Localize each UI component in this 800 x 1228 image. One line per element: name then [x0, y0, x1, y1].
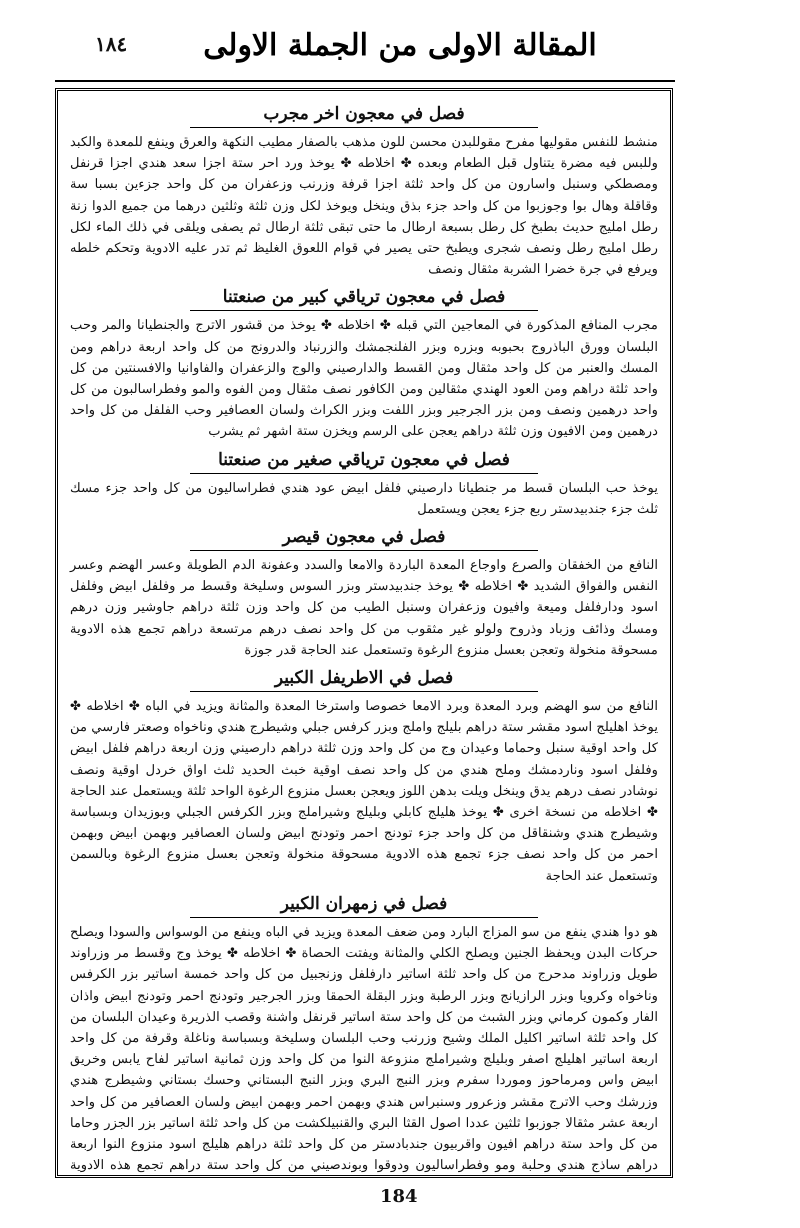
section-title: فصل في معجون اخر مجرب: [190, 101, 538, 128]
text-frame: [55, 88, 673, 1178]
section-title: فصل في الاطريفل الكبير: [190, 665, 538, 692]
section-tiryaqi-saghir: [70, 447, 658, 520]
header-rule: [55, 80, 675, 82]
section-qaysar: [70, 524, 658, 661]
section-title: فصل في معجون قيصر: [190, 524, 538, 551]
section-tiryaqi-kabir: [70, 284, 658, 442]
section-text: النافع من الخفقان والصرع واوجاع المعدة الباردة والامعا والسدد وعفونة الدم الطويلة وعسر الهضم وعسر النفس والفواق الشديد ✤ اخلاطه ✤ يوخذ جندبيدستر وبزر السوس وسليخة وقسط مر وفلفل ابيض وفلفل اسود ودارفلفل وميعة وافيون وزعفران وسنبل الطيب من كل واحد وزن ثلثة دراهم جاوشير وزن درهم ومسك وذائف وزباد وذروح ولولو غير مثقوب من كل واحد نصف درهم مرتسعة دراهم تجمع هذه الادوية مسحوقة منخولة وتعجن بعسل منزوع الرغوة وتستعمل عند الحاجة قدر جوزة: [70, 558, 658, 658]
section-title: فصل في معجون ترياقي صغير من صنعتنا: [190, 447, 538, 474]
section-text: النافع من سو الهضم وبرد المعدة وبرد الامعا خصوصا واسترخا المعدة والمثانة ويزيد في الباه ✤ اخلاطه ✤ يوخذ اهليلج اسود مقشر ستة دراهم بليلج واملج وبزر كرفس جبلي وشيطرج هندي وناخواه وصعتر فارسي من كل واحد اوقية سنبل وحماما وعيدان وج من كل واحد وزن ثلثة دراهم دارصيني وزن اربعة دراهم فلفل ابيض وفلفل اسود وناردمشك وملح هندي من كل واحد نصف اوقية خبث الحديد ثلث اواق خردل اوقية ونصف نوشادر نصف درهم يدق وينخل ويلت بدهن اللوز ويعجن بعسل منزوع الرغوة الواحد ثلثة ويستعمل عند الحاجة ✤ اخلاطه من نسخة اخرى ✤ يوخذ هليلج كابلي وبليلج وشيراملج وبزر الكرفس الجبلي وبوزيدان وبسباسة وشيطرج هندي وشنقاقل من كل واحد جزء تودنج احمر وتودنج ابيض ولسان العصافير وبهمن ابيض وبهمن احمر من كل واحد نصف جزء تجمع هذه الادوية مسحوقة منخولة وتعجن بعسل منزوع الرغوة وبالسمن وتستعمل عند الحاجة: [70, 699, 658, 884]
section-text: مجرب المنافع المذكورة في المعاجين التي قبله ✤ اخلاطه ✤ يوخذ من قشور الاترج والجنطيانا والمر وحب البلسان وورق الباذروج بحبوبه وبزره وبزر الفلنجمشك والزرنباد والدرونج من كل واحد اربعة دراهم ومن المسك والعنبر من كل واحد مثقال ومن القسط والدارصيني والوج والزعفران والفاوانيا والافسنتين من كل واحد ثلثة دراهم ومن العود الهندي مثقالين ومن الكافور نصف مثقال ومن الفوه والمو وفطراسالبون من كل واحد درهمين ونصف ومن بزر الجرجير وبزر اللفت وبزر الكراث ولسان العصافير وحب الفلفل من كل واحد درهمين ومن الافيون وزن ثلثة دراهم يعجن على الرسم ويخزن ستة اشهر ثم يشرب: [70, 318, 658, 440]
running-title: المقالة الاولى من الجملة الاولى: [203, 28, 597, 63]
section-text: منشط للنفس مقوليها مفرح مقوللبدن محسن للون مذهب بالصفار مطيب النكهة والعرق وينفع للمعدة والكبد وللبس فيه مضرة يتناول قبل الطعام وبعده ✤ اخلاطه ✤ يوخذ ورد احر ستة اجزا سعد هندي اجزا قرنفل ومصطكي وسنبل واسارون من كل واحد ثلثة اجزا قرفة وزرنب وزعفران من كل واحد جزءين بسبا سة وقاقلة وهال بوا وجوزبوا من كل واحد جزء بذق وينخل ويوخذ لكل وزن ثلثة وثلثين درهما من جميع الدوا زنة رطل امليج حديث بطبخ كل رطل بسبعة ارطال ما حتى تبقى ثلثة ارطال ثم يصفى ويلقى في ذلك الماء لكل رطل امليج رطل ونصف شجرى ويطبخ حتى يصير في قوام اللعوق الغليظ ثم تدر عليه الادوية وتحكم خلطه ويرفع في جرة خضرا الشربة مثقال ونصف: [70, 135, 658, 278]
page-number-bottom: 184: [380, 1186, 418, 1207]
section-title: فصل في زمهران الكبير: [190, 891, 538, 918]
section-itrifal-kabir: [70, 665, 658, 887]
section-majun-mujarrab: [70, 101, 658, 280]
section-text: يوخذ حب البلسان قسط مر جنطيانا دارصيني فلفل ابيض عود هندي فطراساليون من كل واحد جزء مسك ثلث جزء جندبيدستر ربع جزء يعجن ويستعمل: [70, 480, 658, 517]
section-title: فصل في معجون ترياقي كبير من صنعتنا: [190, 284, 538, 311]
section-zamhran-kabir: [70, 891, 658, 1178]
section-text: هو دوا هندي ينفع من سو المزاج البارد ومن ضعف المعدة ويزيد في الباه وينفع من الوسواس والسودا ويصلح حركات البدن ويحفظ الجنين ويصلح الكلي والمثانة ويفتت الحصاة ✤ اخلاطه ✤ يوخذ وج وقسط مر وزراوند طويل وزراوند مدحرج من كل واحد ثلثة اساتير دارفلفل وزنجبيل من كل واحد خمسة اساتير بزر الكرفس وناخواه وكرويا وبزر الرازيانج وبزر الرطبة وبزر البقلة الحمقا وبزر الجرجير وتودنج احمر وتودنج ابيض واذان الفار وكمون كرماني وبزر الشبث من كل واحد ستة اساتير قرنفل واشنة وقصب الذريرة وعيدان البلسان من كل واحد ثلثة اساتير اكليل الملك وشيح وزرنب وحب البلسان وسليخة وبسباسة وناغلة وقرفة من كل واحد اربعة اساتير اهليلج اصفر وبليلج وشيراملج منزوعة النوا من كل واحد وزن ثمانية اساتير لفاح يابس وخريق ابيض واس ومرماحوز وموردا سفرم وبزر النبج البري وبزر النبج البستاني وحسك بستاني وشيطرج هندي وزرشك وحب الاترج مقشر وزعرور وسنبراس هندي وبهمن احمر وبهمن ابيض ولسان العصافير من كل واحد اربعة عشر مثقالا جوزبوا ثلثين عددا اصول القثا البري والقنبيلكشت من كل واحد ثلثة اساتير بزر الجزر وحاما من كل واحد ستة دراهم افيون واقربيون جندبادستر من كل واحد ثلثة دراهم هليلج اسود منزوع النوا اربعة دراهم ساذج هندي وحلبة ومو وفطراساليون ودوقوا وبوندصيني من كل واحد ستة دراهم تجمع هذه الادوية: [70, 924, 658, 1174]
page-number-top: ١٨٤: [95, 32, 128, 56]
